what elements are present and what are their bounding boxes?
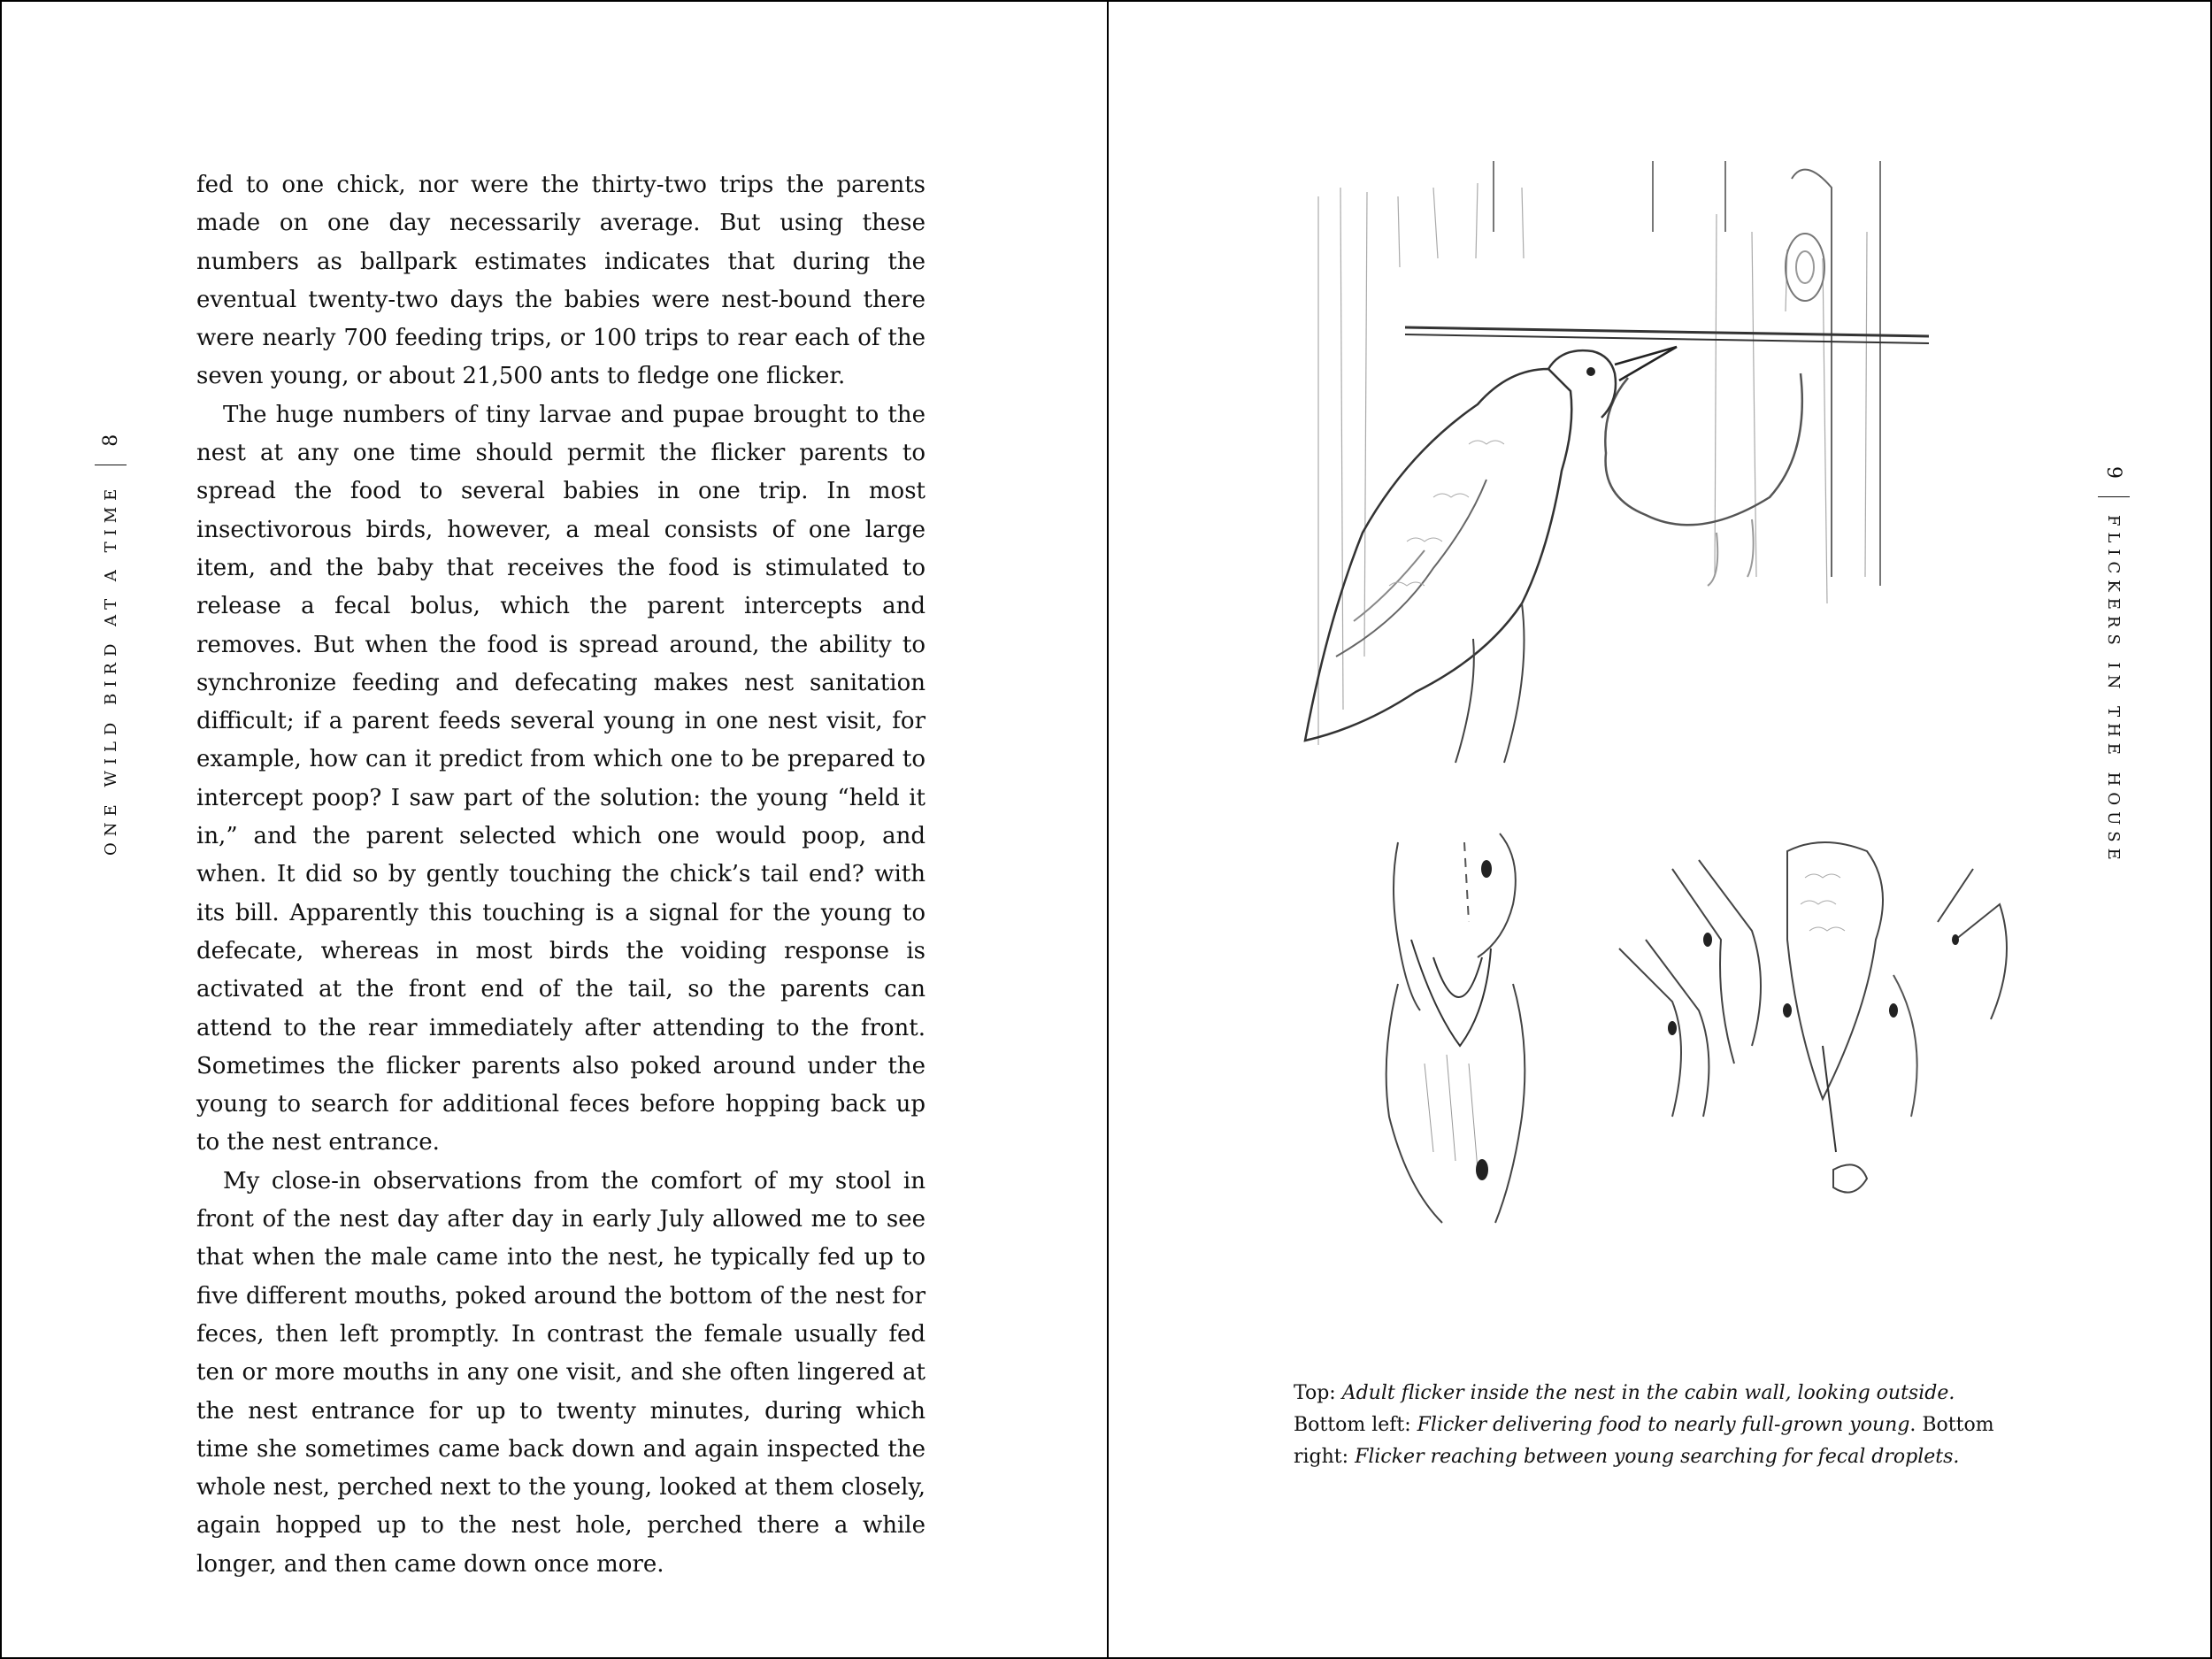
flicker-delivering-food-drawing [1386, 833, 1525, 1223]
right-page-number: 9 [2102, 466, 2125, 479]
caption-top-label: Top: [1294, 1382, 1342, 1404]
left-running-head-title: ONE WILD BIRD AT A TIME [101, 482, 120, 856]
right-running-head-title: FLICKERS IN THE HOUSE [2104, 515, 2124, 866]
paragraph-2: The huge numbers of tiny larvae and pupae brought to the nest at any one time should permit the flicker parents to spread the food to several babies in one trip. In most insectivorous birds, however, a meal consists of one large item, and the baby that receives the food is stimulated to release a fecal bolus, which the parent intercepts and removes. But when the food is spread around, the ability to synchronize feeding and defecating makes nest sanitation difficult; if a parent feeds several young in one nest visit, for example, how can it predict from which one to be prepared to intercept poop? I saw part of the solution: the young “held it in,” and the parent selected which one would poop, and when. It did so by gently touching the chick’s tail end? with its bill. Apparently this touching is a signal for the young to defecate, whereas in most birds the voiding response is activated at the front end of the tail, so the parents can attend to the rear immediately after attending to the front. Sometimes the flicker parents also poked around under the young to search for additional feces before hopping back up to the nest entrance. [196, 401, 926, 1156]
flicker-illustration [1256, 161, 2053, 1258]
left-page-number: 8 [99, 434, 122, 447]
gutter-divider [1107, 2, 1109, 1657]
left-body-text [196, 166, 926, 1584]
caption-top-text: Adult flicker inside the nest in the cabin wall, looking outside. [1341, 1382, 1955, 1404]
figure-caption [1294, 1378, 2019, 1473]
caption-bottom-left-label: Bottom left: [1294, 1414, 1417, 1436]
right-running-head-rule [2098, 496, 2130, 497]
caption-bottom-right-text: Flicker reaching between young searching for fecal droplets. [1355, 1446, 1960, 1468]
paragraph-3: My close-in observations from the comfort of my stool in front of the nest day after day in early July allowed me to see that when the male came into the nest, he typically fed up to five different mouths, poked around the bottom of the nest for feces, then left promptly. In contrast the female usually fed ten or more mouths in any one visit, and she often lingered at the nest entrance for up to twenty minutes, during which time she sometimes came back down and again inspected the whole nest, perched next to the young, looked at them closely, again hopped up to the nest hole, perched there a while longer, and then came down once more. [196, 1167, 926, 1578]
caption-bottom-left-text: Flicker delivering food to nearly full-grown young [1417, 1414, 1910, 1436]
flicker-searching-young-drawing [1619, 842, 2007, 1193]
caption-bottom-right-label: . Bottom right: [1294, 1414, 1994, 1468]
adult-flicker-in-nest-drawing [1305, 161, 1929, 763]
left-running-head [95, 434, 127, 856]
right-running-head [2098, 466, 2130, 866]
paragraph-1: fed to one chick, nor were the thirty-two trips the parents made on one day necessarily average. But using these numbers as ballpark estimates indicates that during the eventual twenty-two days the babies were nest-bound there were nearly 700 feeding trips, or 100 trips to rear each of the seven young, or about 21,500 ants to fledge one flicker. [196, 172, 926, 390]
